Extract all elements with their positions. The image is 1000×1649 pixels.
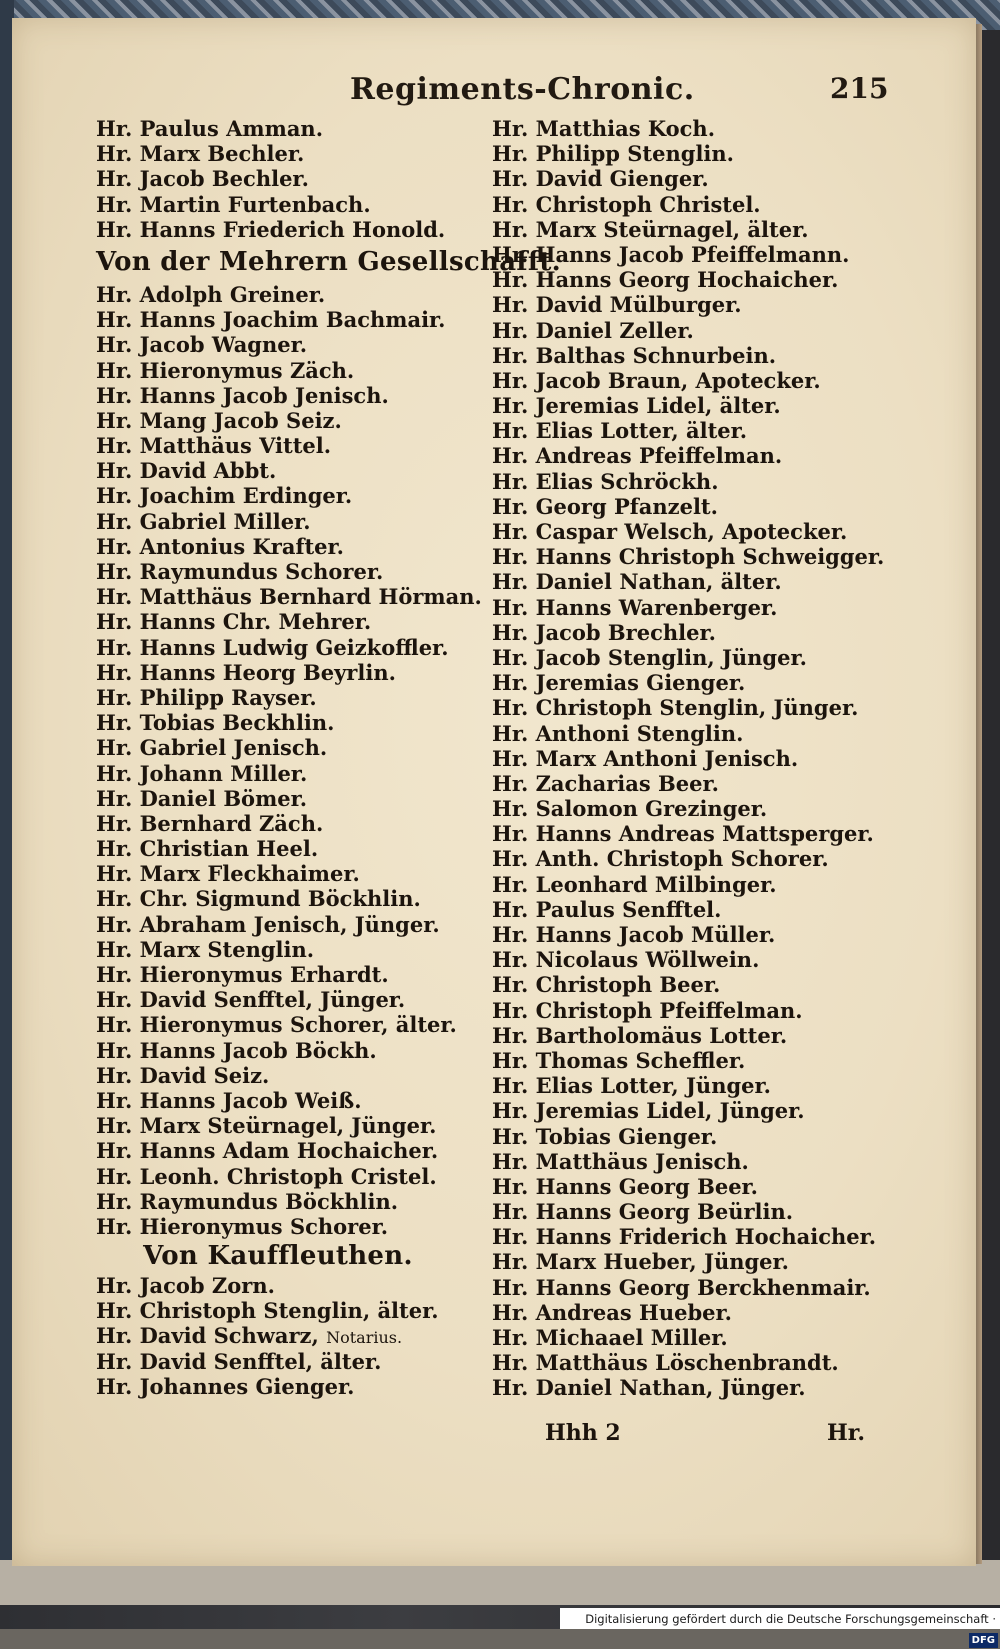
name-entry: Hr. Hanns Christoph Schweigger. xyxy=(492,544,885,570)
name-entry xyxy=(96,408,476,433)
name-entry xyxy=(96,282,476,307)
entry-text: Hr. Hieronymus Schorer. xyxy=(96,1213,389,1239)
name-entry xyxy=(96,358,476,383)
name-entry: Hr. Thomas Scheffler. xyxy=(492,1047,746,1073)
entry-text: Hr. Hanns Ludwig Geizkoffler. xyxy=(96,634,449,660)
name-entry: Hr. Balthas Schnurbein. xyxy=(492,342,777,368)
name-entry xyxy=(96,332,476,357)
name-entry xyxy=(96,1164,476,1189)
entry-text: Hr. Hieronymus Schorer, älter. xyxy=(96,1012,457,1038)
entry-text: Hr. Joachim Erdinger. xyxy=(96,483,353,509)
entry-text: Hr. Hanns Heorg Beyrlin. xyxy=(96,659,396,685)
entry-text: Hr. Antonius Krafter. xyxy=(96,533,344,559)
name-entry: Hr. Caspar Welsch, Apotecker. xyxy=(492,519,848,544)
name-entry: Hr. Leonhard Milbinger. xyxy=(492,871,777,897)
name-entry: Hr. Michaael Miller. xyxy=(492,1325,728,1350)
name-entry xyxy=(96,660,476,685)
signature-mark: Hhh 2 xyxy=(545,1420,621,1446)
name-entry: Hr. Hanns Warenberger. xyxy=(492,594,778,620)
name-entry: Hr. Elias Schröckh. xyxy=(492,468,719,494)
entry-text: Hr. Bernhard Zäch. xyxy=(96,810,324,836)
name-entry xyxy=(96,1189,476,1214)
name-entry: Hr. Anthoni Stenglin. xyxy=(492,720,744,746)
name-entry xyxy=(96,166,476,191)
name-entry xyxy=(96,192,476,217)
name-entry xyxy=(96,141,476,166)
name-entry: Hr. Hanns Friderich Hochaicher. xyxy=(492,1224,877,1250)
page-number: 215 xyxy=(830,72,889,105)
name-entry xyxy=(96,458,476,483)
entry-text: Hr. Raymundus Schorer. xyxy=(96,559,384,584)
entry-text: Hr. Hanns Jacob Jenisch. xyxy=(96,382,389,408)
digitization-credit xyxy=(560,1608,1000,1646)
entry-text: Hr. Gabriel Miller. xyxy=(96,508,311,534)
name-entry: Hr. Marx Anthoni Jenisch. xyxy=(492,745,799,771)
name-entry xyxy=(96,836,476,861)
name-entry xyxy=(96,811,476,836)
entry-text: Von Kauffleuthen. xyxy=(143,1241,413,1272)
entry-text: Hr. Hanns Jacob Böckh. xyxy=(96,1037,377,1063)
name-entry: Hr. Marx Hueber, Jünger. xyxy=(492,1249,789,1275)
name-entry: Hr. Philipp Stenglin. xyxy=(492,141,734,167)
name-entry xyxy=(96,635,476,660)
entry-text: Hr. Marx Stenglin. xyxy=(96,936,315,962)
name-entry xyxy=(96,584,482,610)
name-entry: Hr. Hanns Jacob Müller. xyxy=(492,922,776,947)
section-heading xyxy=(96,242,562,282)
entry-text: Von der Mehrern Gesellschafft. xyxy=(96,246,562,277)
entry-text: Hr. Paulus Amman. xyxy=(96,116,324,141)
entry-text: Hr. Hanns Joachim Bachmair. xyxy=(96,307,446,333)
right-column xyxy=(492,116,885,1401)
name-entry: Hr. Jacob Brechler. xyxy=(492,619,716,645)
name-entry: Hr. Hanns Georg Berckhenmair. xyxy=(492,1274,871,1300)
entry-text: Hr. Matthäus Vittel. xyxy=(96,433,332,459)
entry-text: Hr. Hanns Friederich Honold. xyxy=(96,216,446,242)
left-column xyxy=(96,116,562,1399)
name-entry: Hr. Tobias Gienger. xyxy=(492,1123,718,1149)
entry-text: Hr. Daniel Bömer. xyxy=(96,785,308,811)
entry-text: Hr. Chr. Sigmund Böckhlin. xyxy=(96,886,421,912)
entry-text: Hr. Philipp Rayser. xyxy=(96,684,317,710)
name-entry xyxy=(96,1323,476,1348)
name-entry xyxy=(96,1374,476,1399)
entry-text: Hr. Adolph Greiner. xyxy=(96,281,326,307)
name-entry xyxy=(96,735,476,760)
section-heading xyxy=(96,1239,476,1273)
name-entry xyxy=(96,1063,476,1088)
name-entry xyxy=(96,1088,476,1113)
name-entry: Hr. Marx Steürnagel, älter. xyxy=(492,216,809,242)
name-entry xyxy=(96,1038,476,1063)
name-entry xyxy=(96,962,476,987)
running-title: Regiments-Chronic. xyxy=(350,72,695,107)
entry-text: Hr. Hieronymus Zäch. xyxy=(96,357,355,383)
name-entry: Hr. Andreas Pfeiffelman. xyxy=(492,443,783,469)
catchword: Hr. xyxy=(827,1420,866,1446)
entry-text: Hr. Jacob Wagner. xyxy=(96,332,308,358)
entry-text: Hr. Hanns Adam Hochaicher. xyxy=(96,1138,439,1164)
entry-text: Hr. Leonh. Christoph Cristel. xyxy=(96,1163,437,1189)
name-entry xyxy=(96,1113,476,1138)
name-entry xyxy=(96,1298,476,1323)
entry-text: Hr. David Seiz. xyxy=(96,1062,270,1088)
name-entry xyxy=(96,786,476,811)
entry-text: Hr. David Senfftel, älter. xyxy=(96,1348,382,1374)
entry-text: Hr. Martin Furtenbach. xyxy=(96,191,371,217)
entry-text: Hr. David Schwarz, xyxy=(96,1323,319,1349)
name-entry: Hr. Hanns Jacob Pfeiffelmann. xyxy=(492,241,850,267)
entry-text: Hr. Marx Bechler. xyxy=(96,141,305,167)
name-entry: Hr. Hanns Andreas Mattsperger. xyxy=(492,821,874,847)
name-entry: Hr. Paulus Senfftel. xyxy=(492,896,722,922)
name-entry: Hr. Georg Pfanzelt. xyxy=(492,493,718,519)
name-entry xyxy=(96,886,476,911)
name-entry xyxy=(96,534,476,559)
name-entry xyxy=(96,1138,476,1163)
entry-text: Hr. David Abbt. xyxy=(96,458,277,484)
name-entry xyxy=(96,509,476,534)
name-entry: Hr. Jeremias Gienger. xyxy=(492,670,746,696)
name-entry: Hr. Salomon Grezinger. xyxy=(492,796,768,822)
name-entry xyxy=(96,383,476,408)
dfg-logo: DFG xyxy=(969,1633,998,1648)
name-entry xyxy=(96,685,476,710)
entry-text: Hr. Marx Fleckhaimer. xyxy=(96,861,360,887)
entry-text: Hr. Hieronymus Erhardt. xyxy=(96,962,389,987)
entry-text: Hr. Matthäus Bernhard Hörman. xyxy=(96,584,482,610)
name-entry xyxy=(96,761,476,786)
name-entry: Hr. Jeremias Lidel, älter. xyxy=(492,393,781,419)
name-entry xyxy=(96,987,476,1012)
name-entry: Hr. Christoph Christel. xyxy=(492,191,761,217)
name-entry: Hr. Anth. Christoph Schorer. xyxy=(492,846,829,872)
entry-text: Hr. Jacob Bechler. xyxy=(96,166,309,192)
credit-text: Digitalisierung gefördert durch die Deutsche Forschungsgemeinschaft · xyxy=(585,1612,996,1626)
name-entry xyxy=(96,483,476,508)
name-entry: Hr. Daniel Nathan, älter. xyxy=(492,569,782,595)
name-entry: Hr. Daniel Zeller. xyxy=(492,317,694,343)
entry-text: Hr. Raymundus Böckhlin. xyxy=(96,1188,399,1214)
entry-text: Hr. Mang Jacob Seiz. xyxy=(96,407,342,433)
entry-text: Hr. Marx Steürnagel, Jünger. xyxy=(96,1113,437,1139)
name-entry: Hr. Matthäus Jenisch. xyxy=(492,1148,749,1174)
name-entry: Hr. Jeremias Lidel, Jünger. xyxy=(492,1098,805,1124)
entry-text: Hr. Christian Heel. xyxy=(96,836,319,862)
name-entry: Hr. Hanns Georg Beer. xyxy=(492,1173,758,1199)
name-entry: Hr. Daniel Nathan, Jünger. xyxy=(492,1375,806,1401)
name-entry: Hr. Zacharias Beer. xyxy=(492,770,719,796)
name-entry xyxy=(96,433,476,458)
name-entry: Hr. Hanns Georg Beürlin. xyxy=(492,1199,794,1225)
entry-text: Hr. Jacob Zorn. xyxy=(96,1273,275,1299)
name-entry xyxy=(96,1012,476,1037)
name-entry: Hr. Andreas Hueber. xyxy=(492,1299,732,1325)
name-entry: Hr. Matthäus Löschenbrandt. xyxy=(492,1350,839,1376)
name-entry xyxy=(96,559,476,584)
entry-text: Hr. Hanns Jacob Weiß. xyxy=(96,1087,362,1113)
entry-text: Hr. Tobias Beckhlin. xyxy=(96,710,335,736)
name-entry xyxy=(96,912,476,937)
entry-text: Hr. Christoph Stenglin, älter. xyxy=(96,1298,439,1324)
name-entry: Hr. Jacob Stenglin, Jünger. xyxy=(492,644,807,670)
entry-text: Hr. David Senfftel, Jünger. xyxy=(96,987,406,1013)
name-entry xyxy=(96,710,476,735)
name-entry: Hr. Jacob Braun, Apotecker. xyxy=(492,367,821,393)
name-entry: Hr. David Mülburger. xyxy=(492,292,742,318)
entry-text: Hr. Abraham Jenisch, Jünger. xyxy=(96,911,440,937)
name-entry xyxy=(96,1349,476,1374)
name-entry: Hr. Nicolaus Wöllwein. xyxy=(492,947,760,973)
name-entry: Hr. Elias Lotter, Jünger. xyxy=(492,1073,771,1099)
name-entry xyxy=(96,307,476,332)
name-entry: Hr. David Gienger. xyxy=(492,166,709,192)
entry-suffix: Notarius. xyxy=(326,1328,403,1348)
name-entry: Hr. Hanns Georg Hochaicher. xyxy=(492,267,839,293)
name-entry: Hr. Christoph Beer. xyxy=(492,972,721,998)
name-entry xyxy=(96,1214,476,1239)
name-entry: Hr. Christoph Pfeiffelman. xyxy=(492,997,803,1023)
name-entry xyxy=(96,116,476,141)
entry-text: Hr. Johannes Gienger. xyxy=(96,1373,355,1399)
entry-text: Hr. Hanns Chr. Mehrer. xyxy=(96,609,372,635)
name-entry: Hr. Matthias Koch. xyxy=(492,116,716,141)
name-entry xyxy=(96,609,476,634)
name-entry: Hr. Bartholomäus Lotter. xyxy=(492,1022,788,1048)
name-entry xyxy=(96,937,476,962)
name-entry xyxy=(96,1273,476,1298)
name-entry xyxy=(96,861,476,886)
entry-text: Hr. Gabriel Jenisch. xyxy=(96,735,328,761)
entry-text: Hr. Johann Miller. xyxy=(96,760,308,786)
name-entry xyxy=(96,217,476,242)
name-entry: Hr. Christoph Stenglin, Jünger. xyxy=(492,695,859,721)
name-entry: Hr. Elias Lotter, älter. xyxy=(492,418,748,444)
scan-bottom-band xyxy=(0,1560,1000,1605)
